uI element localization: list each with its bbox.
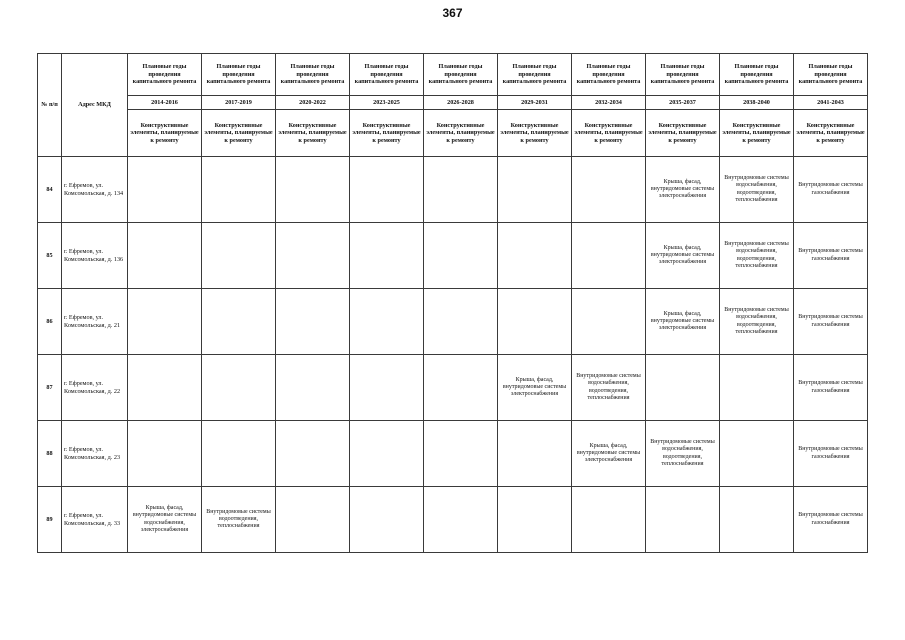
row-address: г. Ефремов, ул. Комсомольская, д. 21 — [62, 289, 128, 355]
repair-elements-cell — [498, 289, 572, 355]
repair-elements-cell — [276, 157, 350, 223]
table-row — [38, 223, 868, 289]
repair-elements-cell — [350, 157, 424, 223]
repair-elements-cell — [424, 289, 498, 355]
header-address: Адрес МКД — [62, 54, 128, 157]
header-elements: Конструктивные элементы, планируемые к ремонту — [572, 110, 646, 157]
header-period-title: Плановые годы проведения капитального ремонта — [720, 54, 794, 96]
table-row — [38, 421, 868, 487]
table-row — [38, 157, 868, 223]
header-years: 2026-2028 — [424, 96, 498, 110]
repair-elements-cell — [350, 223, 424, 289]
repair-elements-cell: Внутридомовые системы газоснабжения — [794, 223, 868, 289]
repair-elements-cell — [276, 355, 350, 421]
repair-elements-cell — [350, 289, 424, 355]
repair-elements-cell — [720, 355, 794, 421]
repair-elements-cell — [720, 421, 794, 487]
row-address: г. Ефремов, ул. Комсомольская, д. 22 — [62, 355, 128, 421]
repair-elements-cell — [424, 487, 498, 553]
repair-elements-cell — [424, 421, 498, 487]
header-elements: Конструктивные элементы, планируемые к ремонту — [276, 110, 350, 157]
repair-elements-cell — [424, 223, 498, 289]
repair-elements-cell: Внутридомовые системы газоснабжения — [794, 355, 868, 421]
header-years: 2032-2034 — [572, 96, 646, 110]
repair-elements-cell — [350, 355, 424, 421]
header-period-title: Плановые годы проведения капитального ремонта — [646, 54, 720, 96]
repair-elements-cell — [350, 421, 424, 487]
repair-elements-cell — [424, 157, 498, 223]
repair-elements-cell — [276, 421, 350, 487]
repair-elements-cell: Внутридомовые системы водоснабжения, водоотведения, теплоснабжения — [646, 421, 720, 487]
header-elements: Конструктивные элементы, планируемые к ремонту — [794, 110, 868, 157]
repair-elements-cell — [424, 355, 498, 421]
repair-elements-cell — [202, 289, 276, 355]
table-row — [38, 289, 868, 355]
header-elements: Конструктивные элементы, планируемые к ремонту — [128, 110, 202, 157]
header-elements: Конструктивные элементы, планируемые к ремонту — [646, 110, 720, 157]
row-number: 88 — [38, 421, 62, 487]
row-number: 86 — [38, 289, 62, 355]
header-period-title: Плановые годы проведения капитального ремонта — [794, 54, 868, 96]
repair-elements-cell — [498, 223, 572, 289]
row-address: г. Ефремов, ул. Комсомольская, д. 23 — [62, 421, 128, 487]
header-years: 2023-2025 — [350, 96, 424, 110]
repair-elements-cell — [202, 157, 276, 223]
table-row — [38, 355, 868, 421]
header-period-title: Плановые годы проведения капитального ремонта — [128, 54, 202, 96]
repair-elements-cell — [350, 487, 424, 553]
repair-elements-cell — [276, 289, 350, 355]
repair-elements-cell: Крыша, фасад, внутридомовые системы электроснабжения — [572, 421, 646, 487]
row-number: 85 — [38, 223, 62, 289]
repair-elements-cell — [646, 355, 720, 421]
repair-elements-cell — [128, 355, 202, 421]
repair-elements-cell — [498, 421, 572, 487]
repair-elements-cell: Внутридомовые системы водоснабжения, водоотведения, теплоснабжения — [720, 289, 794, 355]
header-years: 2029-2031 — [498, 96, 572, 110]
row-address: г. Ефремов, ул. Комсомольская, д. 136 — [62, 223, 128, 289]
repair-elements-cell — [572, 223, 646, 289]
header-years: 2017-2019 — [202, 96, 276, 110]
header-years: 2038-2040 — [720, 96, 794, 110]
header-num: № п/п — [38, 54, 62, 157]
row-address: г. Ефремов, ул. Комсомольская, д. 134 — [62, 157, 128, 223]
repair-elements-cell — [128, 421, 202, 487]
repair-elements-cell — [202, 355, 276, 421]
repair-elements-cell — [128, 223, 202, 289]
repair-elements-cell — [276, 223, 350, 289]
repair-elements-cell: Внутридомовые системы водоотведения, теплоснабжения — [202, 487, 276, 553]
repair-elements-cell: Внутридомовые системы водоснабжения, водоотведения, теплоснабжения — [720, 223, 794, 289]
row-number: 89 — [38, 487, 62, 553]
repair-elements-cell — [646, 487, 720, 553]
repair-elements-cell — [128, 289, 202, 355]
repair-elements-cell: Внутридомовые системы газоснабжения — [794, 421, 868, 487]
repair-elements-cell — [572, 487, 646, 553]
repair-elements-cell — [202, 223, 276, 289]
header-period-title: Плановые годы проведения капитального ремонта — [350, 54, 424, 96]
repair-elements-cell: Крыша, фасад, внутридомовые системы электроснабжения — [646, 157, 720, 223]
repair-elements-cell: Внутридомовые системы водоснабжения, водоотведения, теплоснабжения — [572, 355, 646, 421]
capital-repair-table — [37, 53, 868, 553]
repair-elements-cell — [572, 289, 646, 355]
header-years: 2035-2037 — [646, 96, 720, 110]
repair-elements-cell: Внутридомовые системы газоснабжения — [794, 487, 868, 553]
header-years: 2014-2016 — [128, 96, 202, 110]
row-number: 87 — [38, 355, 62, 421]
repair-elements-cell: Крыша, фасад, внутридомовые системы электроснабжения — [498, 355, 572, 421]
header-period-title: Плановые годы проведения капитального ремонта — [424, 54, 498, 96]
repair-elements-cell — [276, 487, 350, 553]
row-address: г. Ефремов, ул. Комсомольская, д. 33 — [62, 487, 128, 553]
header-period-title: Плановые годы проведения капитального ремонта — [498, 54, 572, 96]
header-elements: Конструктивные элементы, планируемые к ремонту — [720, 110, 794, 157]
header-years: 2020-2022 — [276, 96, 350, 110]
header-elements: Конструктивные элементы, планируемые к ремонту — [424, 110, 498, 157]
repair-elements-cell — [572, 157, 646, 223]
header-period-title: Плановые годы проведения капитального ремонта — [572, 54, 646, 96]
row-number: 84 — [38, 157, 62, 223]
header-elements: Конструктивные элементы, планируемые к ремонту — [498, 110, 572, 157]
repair-elements-cell — [720, 487, 794, 553]
repair-elements-cell — [498, 157, 572, 223]
header-elements: Конструктивные элементы, планируемые к ремонту — [350, 110, 424, 157]
table-row — [38, 487, 868, 553]
repair-elements-cell — [128, 157, 202, 223]
header-period-title: Плановые годы проведения капитального ремонта — [202, 54, 276, 96]
header-period-title: Плановые годы проведения капитального ремонта — [276, 54, 350, 96]
header-years: 2041-2043 — [794, 96, 868, 110]
repair-elements-cell: Крыша, фасад, внутридомовые системы электроснабжения — [646, 289, 720, 355]
page-number: 367 — [442, 6, 463, 20]
repair-elements-cell — [202, 421, 276, 487]
repair-elements-cell: Крыша, фасад, внутридомовые системы электроснабжения — [646, 223, 720, 289]
table-body — [38, 157, 868, 553]
repair-elements-cell: Внутридомовые системы газоснабжения — [794, 289, 868, 355]
header-elements: Конструктивные элементы, планируемые к ремонту — [202, 110, 276, 157]
repair-elements-cell: Внутридомовые системы водоснабжения, водоотведения, теплоснабжения — [720, 157, 794, 223]
repair-elements-cell: Внутридомовые системы газоснабжения — [794, 157, 868, 223]
repair-elements-cell: Крыша, фасад, внутридомовые системы водоснабжения, электроснабжения — [128, 487, 202, 553]
repair-elements-cell — [498, 487, 572, 553]
